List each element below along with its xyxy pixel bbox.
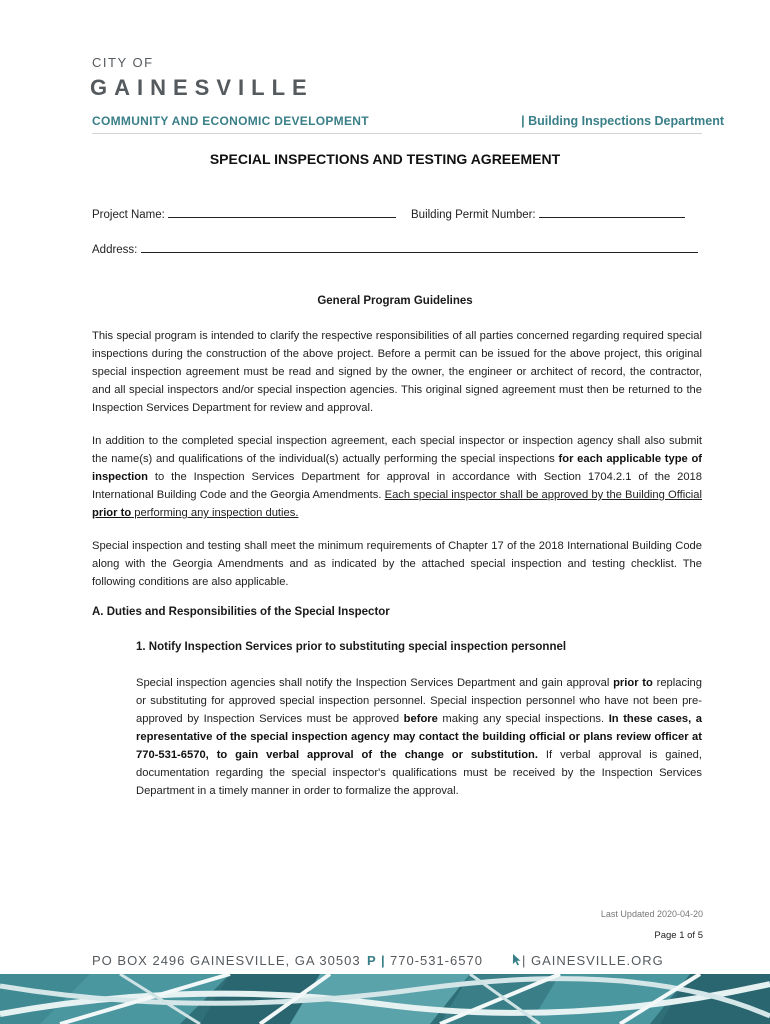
project-name-label: Project Name: xyxy=(92,209,165,221)
footer-decorative-graphic xyxy=(0,974,770,1024)
page-title: SPECIAL INSPECTIONS AND TESTING AGREEMENT xyxy=(209,151,561,167)
footer-website[interactable] xyxy=(512,953,664,968)
project-name-field[interactable] xyxy=(92,207,396,221)
footer-website-text: | GAINESVILLE.ORG xyxy=(522,953,664,968)
item-1-heading: 1. Notify Inspection Services prior to substituting special inspection personnel xyxy=(136,641,567,653)
guidelines-heading: General Program Guidelines xyxy=(317,295,473,307)
last-updated: Last Updated 2020-04-20 xyxy=(600,909,703,919)
project-name-blank[interactable] xyxy=(168,207,396,218)
footer-address: PO BOX 2496 GAINESVILLE, GA 30503 xyxy=(92,953,361,968)
guidelines-paragraph-3: Special inspection and testing shall meet the minimum requirements of Chapter 17 of the 2018 International Building Code along with the Georgia Amendments and as indicated by the attached special inspection and testing checklist. The following conditions are also applicable. xyxy=(92,540,702,588)
guidelines-paragraph-1: This special program is intended to clarify the respective responsibilities of all parties concerned regarding required special inspections during the construction of the above project. Before a permit can be issued for the above project, this original special inspection agreement must be read and signed by the owner, the engineer or architect of record, the contractor, and all special inspectors and/or special inspection agencies. This original signed agreement must then be returned to the Inspection Services Department for review and approval. xyxy=(92,330,702,414)
logo-city-name: GAINESVILLE xyxy=(90,75,314,100)
permit-number-field[interactable] xyxy=(411,207,685,221)
permit-number-blank[interactable] xyxy=(539,207,685,218)
footer-phone: 770-531-6570 xyxy=(390,953,483,968)
permit-number-label: Building Permit Number: xyxy=(411,209,536,221)
page-number: Page 1 of 5 xyxy=(654,930,703,941)
header-divider xyxy=(92,133,702,134)
address-field[interactable] xyxy=(92,242,698,256)
section-a-heading: A. Duties and Responsibilities of the Special Inspector xyxy=(92,606,390,618)
department-name: COMMUNITY AND ECONOMIC DEVELOPMENT xyxy=(92,114,369,128)
guidelines-paragraph-2: In addition to the completed special inspection agreement, each special inspector or inspection agency shall also submit the name(s) and qualifications of the individual(s) actually performing the special inspections for each applicable type of inspection to the Inspection Services Department for approval in accordance with Section 1704.2.1 of the 2018 International Building Code and the Georgia Amendments. Each special inspector shall be approved by the Building Official prior to performing any inspection duties. xyxy=(92,435,702,519)
address-label: Address: xyxy=(92,244,138,256)
logo-city-of: CITY OF xyxy=(92,55,154,70)
cursor-icon xyxy=(512,953,522,966)
footer-phone-label: P | xyxy=(367,953,386,968)
item-1-paragraph: Special inspection agencies shall notify the Inspection Services Department and gain approval prior to replacing or substituting for approved special inspection personnel. Special inspection personnel who have not been pre-approved by Inspection Services must be approved before making any special inspections. In these cases, a representative of the special inspection agency may contact the building official or plans review officer at 770-531-6570, to gain verbal approval of the change or substitution. If verbal approval is gained, documentation regarding the special inspector's qualifications must be received by the Inspection Services Department in a timely manner in order to formalize the approval. xyxy=(136,677,702,797)
division-name: | Building Inspections Department xyxy=(521,114,724,128)
address-blank[interactable] xyxy=(141,242,698,253)
